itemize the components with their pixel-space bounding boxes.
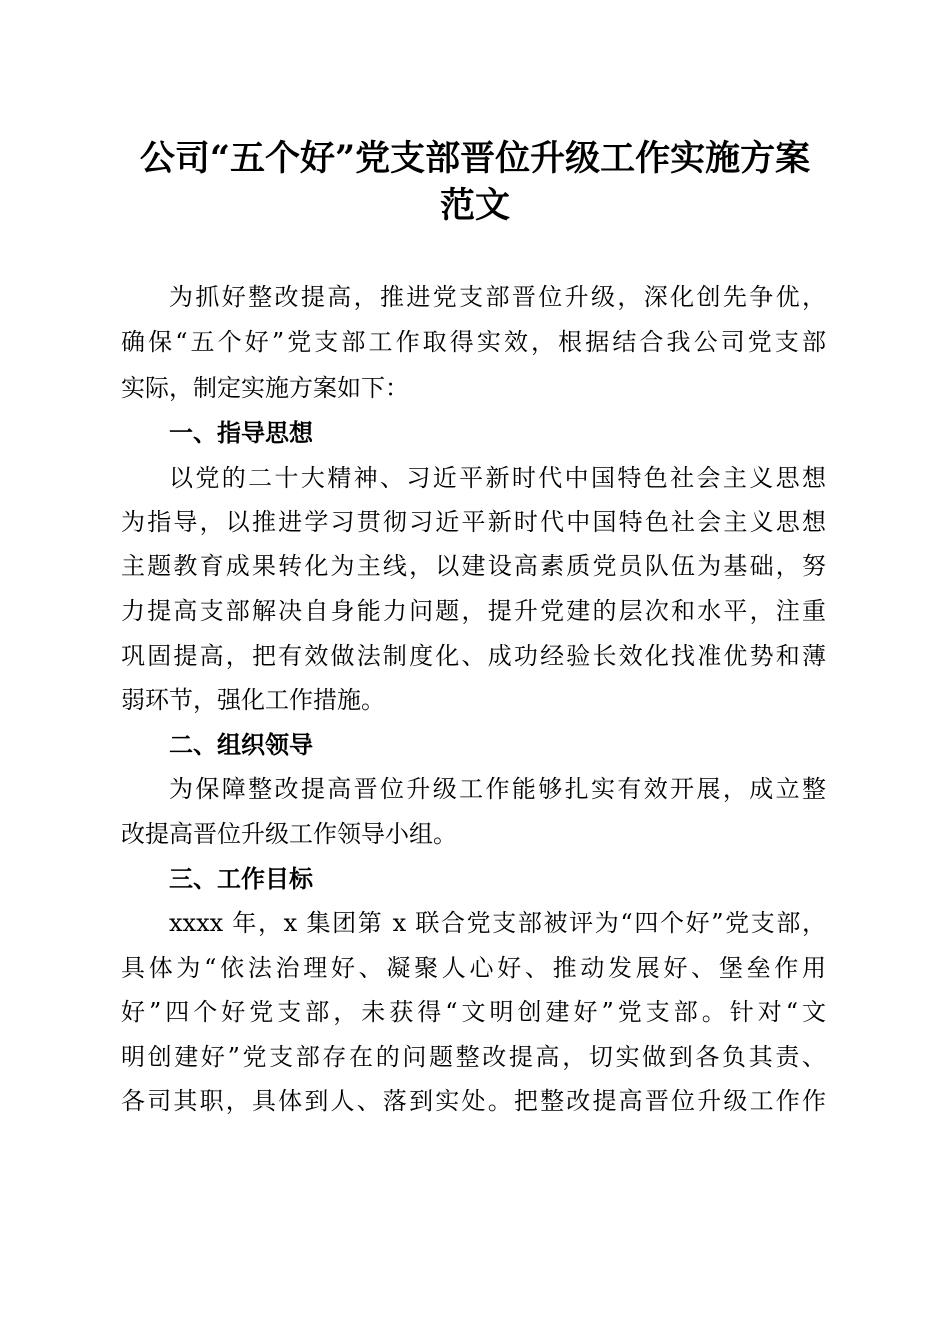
section-2-line-2: 改提高晋位升级工作领导小组。: [121, 820, 457, 848]
section-3-line-2: 具体为“依法治理好、凝聚人心好、推动发展好、堡垒作用: [121, 954, 826, 982]
intro-line-1: 为抓好整改提高，推进党支部晋位升级，深化创先争优，: [169, 283, 826, 311]
section-1-line-2: 为指导，以推进学习贯彻习近平新时代中国特色社会主义思想: [121, 508, 826, 536]
section-3-line-4: 明创建好”党支部存在的问题整改提高，切实做到各负其责、: [121, 1043, 826, 1071]
section-1-line-5: 巩固提高，把有效做法制度化、成功经验长效化找准优势和薄: [121, 642, 826, 670]
section-3-line-3: 好”四个好党支部，未获得“文明创建好”党支部。针对“文: [121, 998, 826, 1026]
section-1-line-4: 力提高支部解决自身能力问题，提升党建的层次和水平，注重: [121, 597, 826, 625]
section-1-line-6: 弱环节，强化工作措施。: [121, 686, 385, 714]
section-2-heading: 二、组织领导: [169, 731, 313, 759]
section-2-line-1: 为保障整改提高晋位升级工作能够扎实有效开展，成立整: [169, 775, 826, 803]
intro-line-2: 确保“五个好”党支部工作取得实效，根据结合我公司党支部: [121, 328, 826, 356]
section-3-heading: 三、工作目标: [169, 865, 313, 893]
document-title-line-1: 公司“五个好”党支部晋位升级工作实施方案: [139, 138, 811, 179]
document-title-line-2: 范文: [439, 185, 510, 226]
intro-line-3: 实际，制定实施方案如下：: [121, 374, 409, 402]
section-1-line-1: 以党的二十大精神、习近平新时代中国特色社会主义思想: [169, 464, 826, 492]
section-3-line-1: xxxx 年，x 集团第 x 联合党支部被评为“四个好”党支部，: [169, 909, 826, 937]
section-1-heading: 一、指导思想: [169, 419, 313, 447]
section-3-line-5: 各司其职，具体到人、落到实处。把整改提高晋位升级工作作: [121, 1087, 826, 1115]
section-1-line-3: 主题教育成果转化为主线，以建设高素质党员队伍为基础，努: [121, 552, 826, 580]
